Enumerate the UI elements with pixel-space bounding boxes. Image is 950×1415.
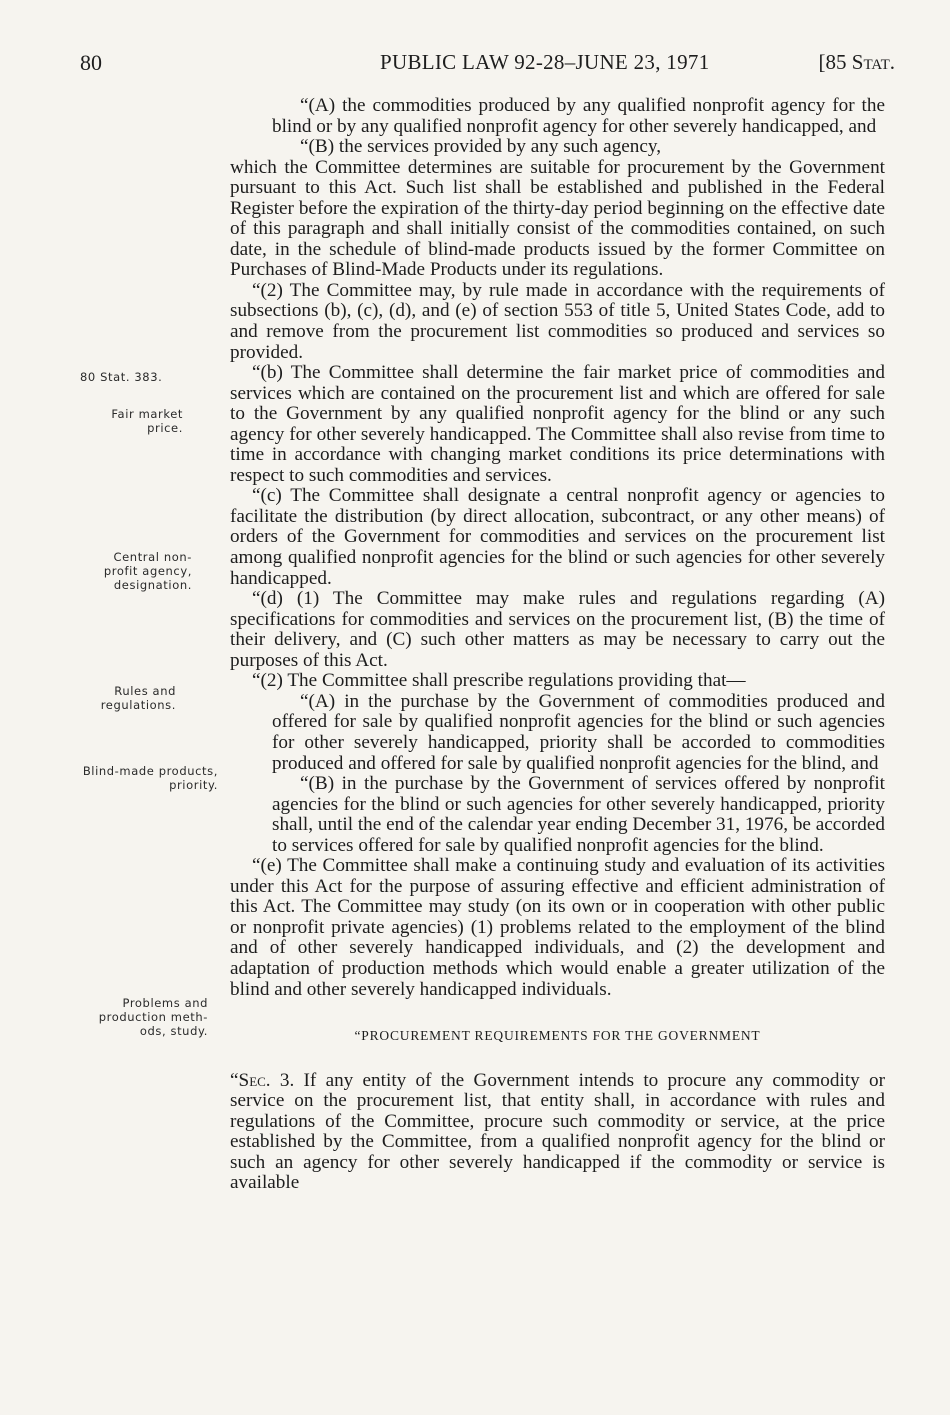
paragraph: “(b) The Committee shall determine the fair market price of commodities and services which are contained on the procurement list and which are offered for sale to the Government by any qualified nonprofit agency for the blind or any such agency for other severely handicapped. The Committee shall also revise from time to time in accordance with changing market conditions its price determinations with respect to such commodities and services. bbox=[230, 362, 885, 486]
paragraph: “(e) The Committee shall make a continuing study and evaluation of its activities under this Act for the purpose of assuring effective and efficient administration of this Act. The Committee may study (on its own or in cooperation with other public or nonprofit private agencies) (1) problems related to the employment of the blind and of other severely handicapped individuals, and (2) the development and adaptation of production methods which would enable a greater utilization of the blind and other severely handicapped individuals. bbox=[230, 855, 885, 1000]
paragraph: “(2) The Committee may, by rule made in accordance with the requirements of subsections (b), (c), (d), and (e) of section 553 of title 5, United States Code, add to and remove from the procurement list commodities so produced and services so provided. bbox=[230, 279, 885, 363]
section-3-paragraph bbox=[230, 1071, 885, 1194]
margin-note: Blind-made products, priority. bbox=[82, 764, 218, 792]
running-title: PUBLIC LAW 92-28–JUNE 23, 1971 bbox=[380, 50, 710, 74]
paragraph: “(c) The Committee shall designate a central nonprofit agency or agencies to facilitate the distribution (by direct allocation, subcontract, or any other means) of orders of the Government for commodities and services on the procurement list among qualified nonprofit agencies for the blind or such agencies for other severely handicapped. bbox=[230, 485, 885, 589]
paragraph: “(B) in the purchase by the Government of services offered by nonprofit agencies for the blind or such agencies for other severely handicapped, priority shall, until the end of the calendar year ending December 31, 1976, be accorded to services offered for sale by qualified nonprofit agencies for the blind. bbox=[272, 773, 885, 856]
paragraph: “(d) (1) The Committee may make rules and regulations regarding (A) specifications for commodities and services on the procurement list, (B) the time of their delivery, and (C) such other matters as may be necessary to carry out the purposes of this Act. bbox=[230, 588, 885, 671]
section-text: If any entity of the Government intends to procure any commodity or service on the procurement list, that entity shall, in accordance with rules and regulations of the Committee, procure such commodity or service, at the price established by the Committee, from a qualified nonprofit agency for the blind or such an agency for other severely handicapped if the commodity or service is available bbox=[230, 1069, 885, 1194]
paragraph: “(A) in the purchase by the Government of commodities produced and offered for sale by qualified nonprofit agencies for the blind or such agencies for other severely handicapped, priority shall be accorded to commodities produced and offered for sale by qualified nonprofit agencies for the blind, and bbox=[272, 690, 885, 774]
margin-note: Central non-profit agency, designation. bbox=[103, 550, 192, 592]
section-label: “Sec. 3. bbox=[230, 1069, 295, 1091]
margin-note: Fair market price. bbox=[111, 407, 183, 435]
margin-note: Rules and regulations. bbox=[100, 684, 176, 712]
volume-prefix: [85 bbox=[818, 50, 852, 74]
paragraph: “(A) the commodities produced by any qualified nonprofit agency for the blind or by any qualified nonprofit agency for other severely handicapped, and bbox=[272, 95, 885, 137]
page-number: 80 bbox=[80, 50, 102, 75]
paragraph: “(B) the services provided by any such agency, bbox=[300, 136, 662, 158]
paragraph: which the Committee determines are suitable for procurement by the Government pursuant to this Act. Such list shall be established and published in the Federal Register before the expiration of the thirty-day period beginning on the effective date of this paragraph and shall initially consist of the commodities contained, on such date, in the schedule of blind-made products issued by the former Committee on Purchases of Blind-Made Products under its regulations. bbox=[230, 156, 885, 281]
page-header bbox=[80, 50, 895, 80]
margin-note: Problems and production meth-ods, study. bbox=[98, 996, 208, 1038]
statute-body bbox=[230, 96, 885, 1194]
section-heading: “PROCUREMENT REQUIREMENTS FOR THE GOVERNMENT bbox=[354, 1028, 761, 1044]
volume-stat: Stat. bbox=[851, 50, 895, 74]
paragraph: “(2) The Committee shall prescribe regulations providing that— bbox=[252, 670, 746, 692]
volume-citation bbox=[819, 50, 895, 75]
margin-note: 80 Stat. 383. bbox=[80, 370, 163, 384]
